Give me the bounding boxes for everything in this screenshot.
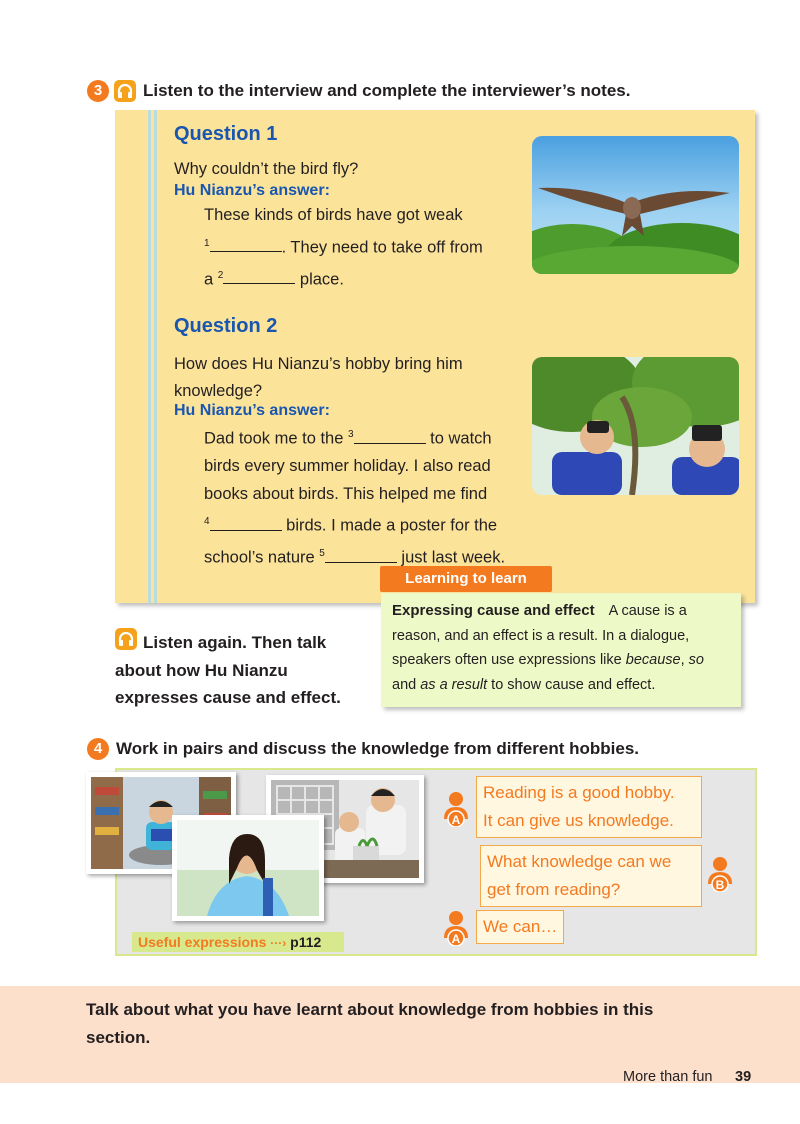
headphones-icon	[114, 80, 136, 102]
blank-5[interactable]	[325, 546, 397, 563]
blank-3[interactable]	[354, 427, 426, 444]
interview-notes-panel	[115, 110, 755, 603]
answer-label: Hu Nianzu’s answer:	[174, 182, 330, 199]
learning-tip-text: Expressing cause and effect A cause is a reason, and an effect is a result. In a dialogue, speakers often use expressions like because, so and as a result to show cause and effect.	[392, 602, 704, 693]
hiking-photo	[172, 815, 324, 921]
question-1-title: Question 1	[174, 123, 278, 145]
blank-4[interactable]	[210, 514, 282, 531]
question-1-text: Why couldn’t the bird fly?	[174, 160, 359, 178]
bird-photo	[532, 136, 739, 274]
speaker-a-icon	[442, 791, 470, 827]
svg-text:B: B	[715, 878, 725, 892]
question-2-answer: Dad took me to the $^3$ to watch birds every summer holiday. I also read books about birds. This helped me find $^4$ birds. I made a poster for the school’s nature $^5$ just last week.	[204, 421, 544, 572]
footer-section-title: More than fun	[623, 1069, 713, 1085]
question-1-answer: These kinds of birds have got weak $^1$ . They need to take off from a $^2$ place.	[204, 206, 483, 288]
question-2-text: How does Hu Nianzu’s hobby bring him knowledge?	[174, 355, 463, 400]
section-number-badge: 4	[87, 738, 109, 760]
page-number: 39	[735, 1069, 752, 1085]
answer-label: Hu Nianzu’s answer:	[174, 402, 330, 419]
section-4-instruction: Work in pairs and discuss the knowledge from different hobbies.	[116, 739, 639, 758]
birdwatching-photo	[532, 357, 739, 495]
listen-again-instruction: Listen again. Then talk about how Hu Nianzu expresses cause and effect.	[115, 633, 341, 707]
speech-bubble-b1: What knowledge can we get from reading?	[480, 845, 702, 907]
speaker-b-icon	[706, 856, 734, 892]
margin-line	[154, 110, 157, 603]
blank-2[interactable]	[223, 267, 295, 284]
learning-to-learn-tab: Learning to learn	[380, 566, 552, 592]
learning-to-learn-box	[381, 593, 741, 707]
summary-text: Talk about what you have learnt about knowledge from hobbies in this section.	[86, 1000, 654, 1047]
speech-bubble-a2: We can…	[476, 910, 564, 944]
margin-line	[148, 110, 151, 603]
section-number-badge: 3	[87, 80, 109, 102]
speaker-a-icon	[442, 910, 470, 946]
useful-expressions-link[interactable]: Useful expressions ···› p112	[132, 932, 344, 952]
question-2-title: Question 2	[174, 315, 278, 337]
svg-text:A: A	[451, 932, 461, 946]
svg-text:A: A	[451, 813, 461, 827]
speech-bubble-a1: Reading is a good hobby. It can give us knowledge.	[476, 776, 702, 838]
blank-1[interactable]	[210, 235, 282, 252]
section-3-instruction: Listen to the interview and complete the interviewer’s notes.	[143, 81, 631, 100]
